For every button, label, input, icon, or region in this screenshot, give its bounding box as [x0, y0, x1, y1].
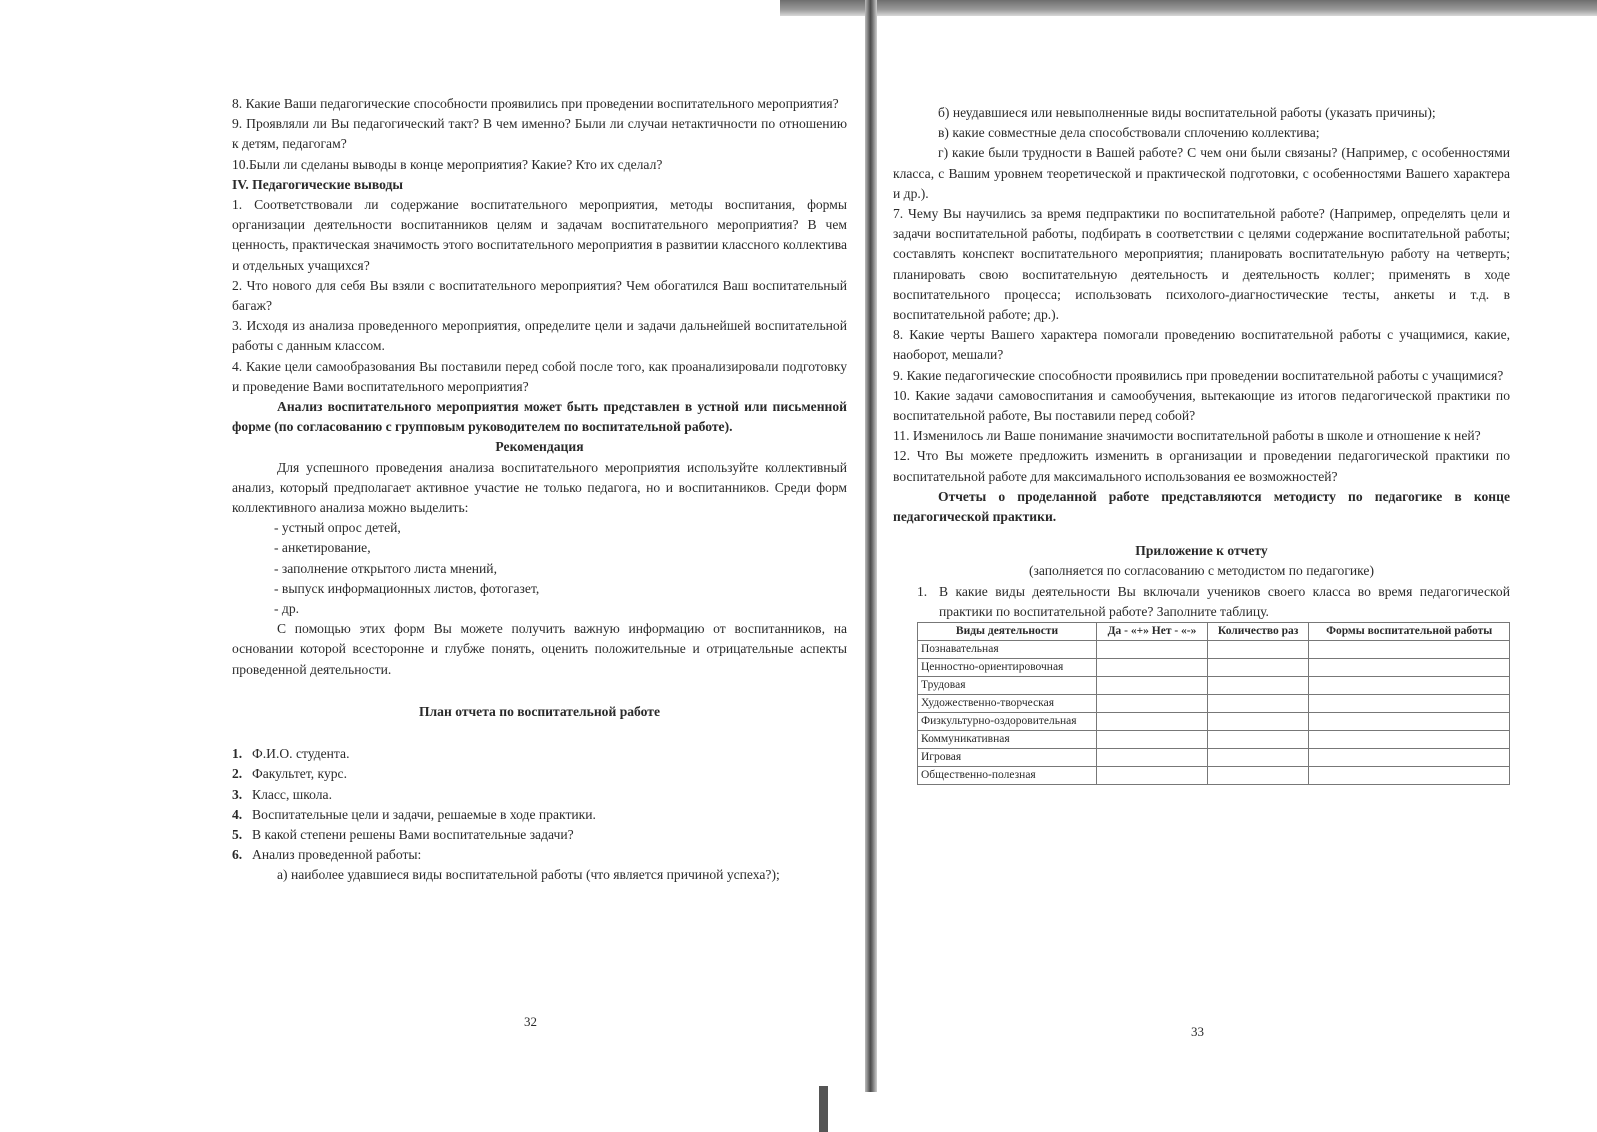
list-item: - др. — [274, 601, 300, 617]
list-item: - выпуск информационных листов, фотогазет, — [274, 580, 540, 596]
table-row: Общественно-полезная — [918, 767, 1510, 785]
left-page — [232, 94, 847, 886]
item-b: б) неудавшиеся или невыполненные виды воспитательной работы (указать причины); — [938, 105, 1436, 120]
scan-mark — [819, 1086, 828, 1132]
section-title: IV. Педагогические выводы — [232, 176, 403, 192]
plan-item: 3. Класс, школа. — [232, 786, 332, 802]
question-10: 10. Какие задачи самовоспитания и самообучения, вытекающие из итогов педагогической практики по воспитательной работе, Вы поставили перед собой? — [893, 387, 1510, 424]
recommendation-title: Рекомендация — [495, 439, 584, 455]
plan-item-a: а) наиболее удавшиеся виды воспитательной работы (что является причиной успеха?); — [277, 867, 780, 883]
table-header: Формы воспитательной работы — [1309, 623, 1510, 641]
table-row: Трудовая — [918, 677, 1510, 695]
conclusion-4: 4. Какие цели самообразования Вы поставили перед собой после того, как проанализировали подготовку и проведение Вами воспитательного мероприятия? — [232, 358, 847, 394]
plan-item: 5. В какой степени решены Вами воспитательные задачи? — [232, 826, 574, 842]
report-note: Отчеты о проделанной работе представляются методисту по педагогике в конце педагогической практики. — [893, 488, 1510, 525]
plan-title: План отчета по воспитательной работе — [418, 703, 660, 719]
activity-table — [917, 622, 1510, 785]
appendix-subtitle: (заполняется по согласованию с методистом по педагогике) — [1028, 563, 1374, 579]
question-11: 11. Изменилось ли Ваше понимание значимости воспитательной работы в школе и отношение к ней? — [893, 428, 1481, 444]
table-row: Ценностно-ориентировочная — [918, 659, 1510, 677]
question-9: 9. Какие педагогические способности проявились при проведении воспитательной работы с учащимися? — [893, 367, 1504, 383]
table-header-row — [918, 623, 1510, 641]
recommendation-after: С помощью этих форм Вы можете получить важную информацию от воспитанников, на основании которой всесторонне и глубже понять, оценить положительные и отрицательные аспекты проведенной деятельности. — [232, 621, 847, 677]
question-12: 12. Что Вы можете предложить изменить в организации и проведении педагогической практики по воспитательной работе для максимального использования ее возможностей? — [893, 448, 1510, 484]
table-header: Да - «+» Нет - «-» — [1097, 623, 1208, 641]
conclusion-1: 1. Соответствовали ли содержание воспитательного мероприятия, методы воспитания, формы организации деятельности воспитанников целям и задачам воспитательного мероприятия? В чем ценность, практическая значимость этого воспитательного мероприятия в развитии классного коллектива и отдельных учащихся? — [232, 197, 847, 273]
table-row: Познавательная — [918, 641, 1510, 659]
table-row: Художественно-творческая — [918, 695, 1510, 713]
right-page — [893, 103, 1510, 785]
item-g: г) какие были трудности в Вашей работе? С чем они были связаны? (Например, с особенностями класса, с Вашим уровнем теоретической и практической подготовки, с особенностями Вашего характера и др.). — [893, 145, 1510, 201]
list-item: - заполнение открытого листа мнений, — [274, 560, 497, 576]
table-row: Игровая — [918, 749, 1510, 767]
analysis-note: Анализ воспитательного мероприятия может быть представлен в устной или письменной форме (по согласованию с групповым руководителем по воспитательной работе). — [232, 399, 847, 435]
table-row: Коммуникативная — [918, 731, 1510, 749]
conclusion-2: 2. Что нового для себя Вы взяли с воспитательного мероприятия? Чем обогатился Ваш воспитательный багаж? — [232, 277, 847, 314]
table-header: Количество раз — [1207, 623, 1308, 641]
plan-item: 4. Воспитательные цели и задачи, решаемые в ходе практики. — [232, 806, 596, 822]
plan-item: 1. Ф.И.О. студента. — [232, 746, 350, 762]
conclusion-3: 3. Исходя из анализа проведенного мероприятия, определите цели и задачи дальнейшей воспитательной работы с данным классом. — [232, 318, 847, 354]
table-row: Физкультурно-оздоровительная — [918, 713, 1510, 731]
table-header: Виды деятельности — [918, 623, 1097, 641]
question-10: 10.Были ли сделаны выводы в конце мероприятия? Какие? Кто их сделал? — [232, 156, 663, 172]
question-8: 8. Какие Ваши педагогические способности проявились при проведении воспитательного мероприятия? — [232, 96, 839, 111]
appendix-title: Приложение к отчету — [1135, 543, 1268, 559]
appendix-question: 1. В какие виды деятельности Вы включали учеников своего класса во время педагогической практики по воспитательной работе? Заполните таблицу. — [917, 583, 1510, 619]
page-number-left: 32 — [524, 1014, 537, 1029]
question-9: 9. Проявляли ли Вы педагогический такт? В чем именно? Были ли случаи нетактичности по отношению к детям, педагогам? — [232, 116, 847, 152]
page-number-right: 33 — [1191, 1024, 1204, 1039]
plan-item: 2. Факультет, курс. — [232, 766, 347, 782]
question-7: 7. Чему Вы научились за время педпрактики по воспитательной работе? (Например, определять цели и задачи воспитательной работы, подбирать в соответствии с целями содержание воспитательной работы; составлять конспект воспитательного мероприятия; планировать воспитательную работу на четверть; планировать свою воспитательную деятельность и деятельность коллег; применять в ходе воспитательного процесса; использовать психолого-диагностические тесты, анкеты и т.д. в воспитательной работе; др.). — [893, 206, 1510, 323]
book-spine — [865, 0, 877, 1092]
list-item: - анкетирование, — [274, 540, 371, 556]
recommendation-text: Для успешного проведения анализа воспитательного мероприятия используйте коллективный анализ, который предполагает активное участие не только педагога, но и воспитанников. Среди форм коллективного анализа можно выделить: — [232, 459, 847, 516]
item-v: в) какие совместные дела способствовали сплочению коллектива; — [938, 125, 1320, 141]
scan-shadow-top — [780, 0, 1597, 16]
question-8: 8. Какие черты Вашего характера помогали проведению воспитательной работы с учащимися, какие, наоборот, мешали? — [893, 327, 1510, 363]
list-item: - устный опрос детей, — [274, 520, 401, 536]
plan-item: 6. Анализ проведенной работы: — [232, 847, 422, 863]
